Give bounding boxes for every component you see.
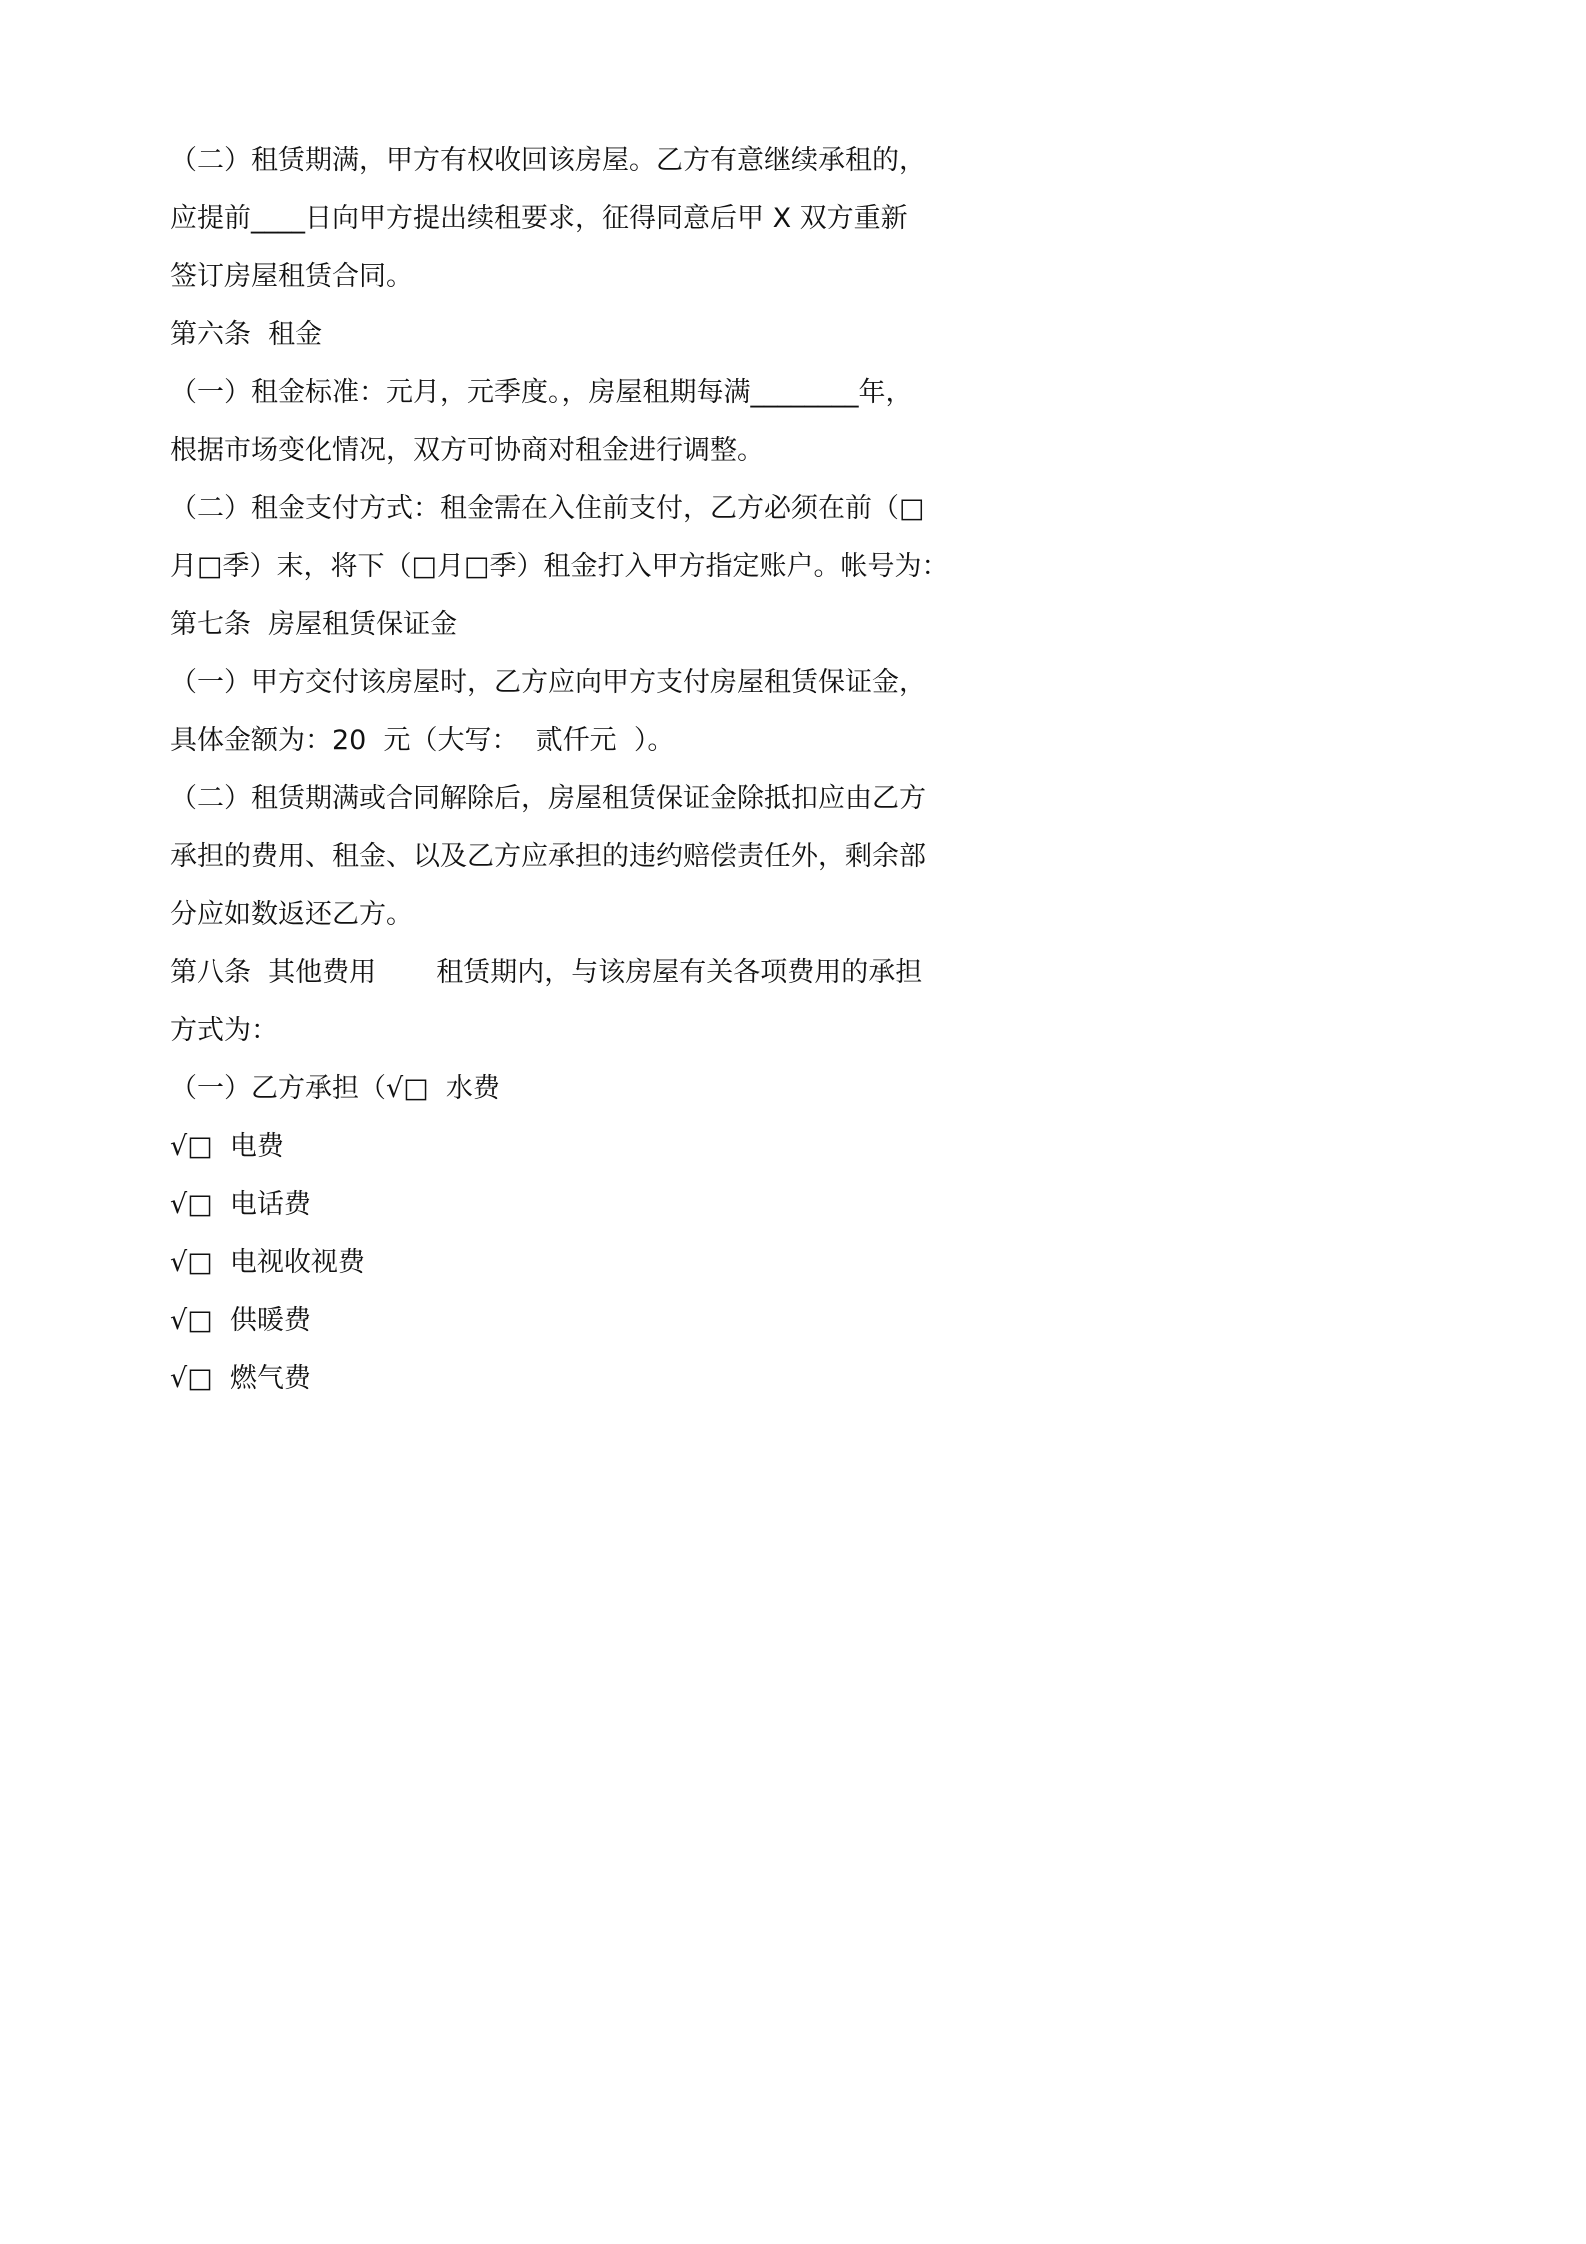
section-heading: 第八条 其他费用 租赁期内，与该房屋有关各项费用的承担 xyxy=(170,957,923,988)
section-heading: 第七条 房屋租赁保证金 xyxy=(170,609,458,640)
checklist-item: √□ 供暖费 xyxy=(170,1305,311,1336)
checklist-item: √□ 电话费 xyxy=(170,1189,311,1220)
text-line: 方式为： xyxy=(170,1015,278,1046)
text-line: （一）租金标准：元月，元季度。，房屋租期每满________年， xyxy=(170,377,913,408)
text-line: 具体金额为：20 元（大写： 贰仟元 ）。 xyxy=(170,725,675,756)
checklist-item: √□ 燃气费 xyxy=(170,1363,311,1394)
text-line: 应提前____日向甲方提出续租要求，征得同意后甲 X 双方重新 xyxy=(170,203,908,234)
text-line: 分应如数返还乙方。 xyxy=(170,899,413,930)
text-line: （二）租金支付方式：租金需在入住前支付，乙方必须在前（□ xyxy=(170,493,925,524)
document-page xyxy=(0,0,1104,1562)
text-line: 月□季）末，将下（□月□季）租金打入甲方指定账户。帐号为： xyxy=(170,551,949,582)
section-heading: 第六条 租金 xyxy=(170,319,323,350)
checklist-item: √□ 电费 xyxy=(170,1131,284,1162)
text-line: 签订房屋租赁合同。 xyxy=(170,261,413,292)
document-body xyxy=(170,132,950,1408)
checklist-item: （一）乙方承担（√□ 水费 xyxy=(170,1073,500,1104)
text-line: （二）租赁期满或合同解除后，房屋租赁保证金除抵扣应由乙方 xyxy=(170,783,926,814)
checklist-item: √□ 电视收视费 xyxy=(170,1247,365,1278)
text-line: 根据市场变化情况，双方可协商对租金进行调整。 xyxy=(170,435,764,466)
text-line: 承担的费用、租金、以及乙方应承担的违约赔偿责任外，剩余部 xyxy=(170,841,926,872)
text-line: （二）租赁期满，甲方有权收回该房屋。乙方有意继续承租的， xyxy=(170,145,926,176)
text-line: （一）甲方交付该房屋时，乙方应向甲方支付房屋租赁保证金， xyxy=(170,667,926,698)
